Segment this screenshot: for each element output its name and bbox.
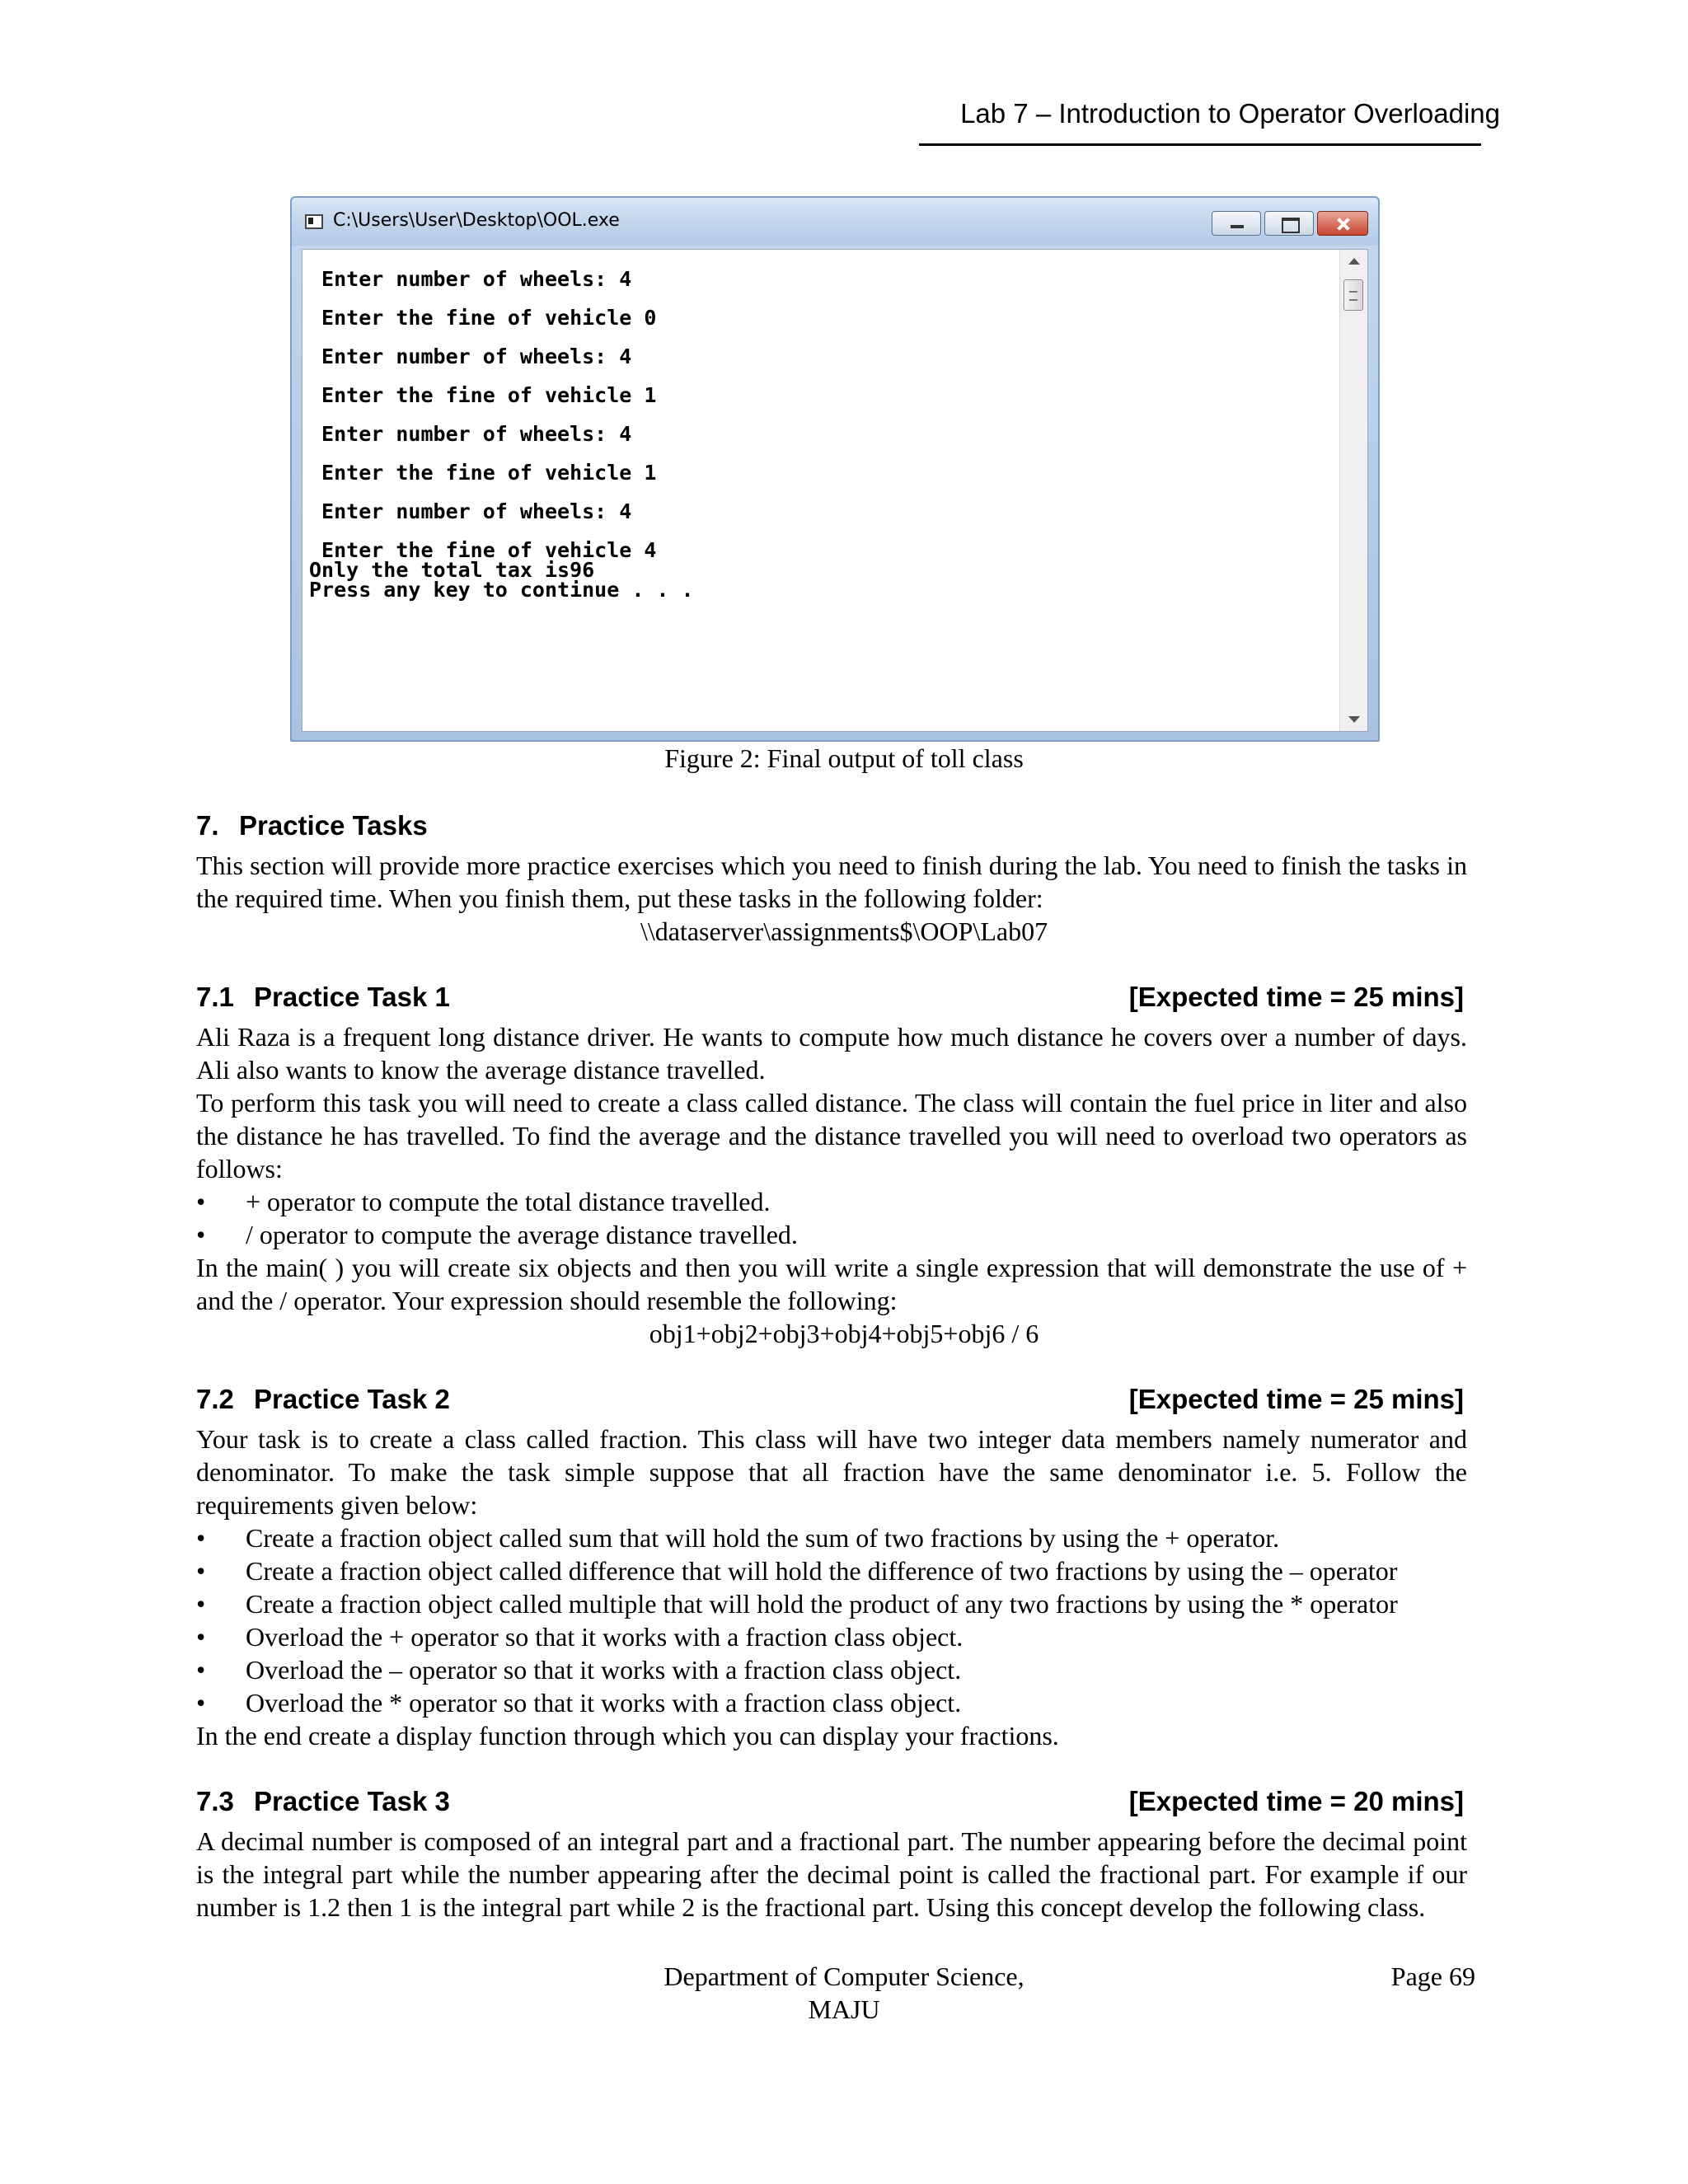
console-line: Only the total tax is96	[309, 558, 595, 582]
minimize-icon[interactable]	[1212, 211, 1261, 236]
task1-para2: To perform this task you will need to create a class called distance. The class will contain the fuel price in liter and also the distance he has travelled. To find the average and the distance travelled you will need to overload two operators as follows:	[196, 1088, 1467, 1183]
bullet-glyph: •	[196, 1220, 206, 1249]
bullet-glyph: •	[196, 1187, 206, 1216]
bullet-text: + operator to compute the total distance travelled.	[246, 1187, 771, 1216]
maximize-icon[interactable]	[1264, 211, 1314, 236]
task3-heading	[196, 1785, 450, 1818]
window-titlebar	[292, 198, 1378, 246]
bullet-text: Create a fraction object called difference that will hold the difference of two fractions by using the – operator	[246, 1556, 1398, 1586]
task2-para2: In the end create a display function through which you can display your fractions.	[196, 1721, 1059, 1750]
task1-para1: Ali Raza is a frequent long distance driver. He wants to compute how much distance he covers over a number of days. Ali also wants to know the average distance travelled.	[196, 1022, 1467, 1085]
scroll-up-icon[interactable]	[1348, 258, 1360, 265]
scroll-thumb[interactable]	[1343, 279, 1363, 311]
console-line: Enter the fine of vehicle 1	[309, 383, 657, 407]
task3-number: 7.3	[196, 1786, 234, 1816]
folder-path: \\dataserver\assignments$\OOP\Lab07	[640, 916, 1048, 946]
task1-expression: obj1+obj2+obj3+obj4+obj5+obj6 / 6	[649, 1319, 1039, 1348]
task1-heading	[196, 981, 450, 1014]
bullet-text: Overload the * operator so that it works with a fraction class object.	[246, 1688, 962, 1718]
footer-dept-line2: MAJU	[808, 1994, 880, 2024]
bullet-glyph: •	[196, 1655, 206, 1685]
bullet-text: Overload the – operator so that it works with a fraction class object.	[246, 1655, 962, 1685]
console-line: Enter the fine of vehicle 4	[309, 538, 657, 562]
task2-heading	[196, 1383, 450, 1416]
section-title: Practice Tasks	[239, 810, 428, 841]
console-line: Enter the fine of vehicle 1	[309, 461, 657, 485]
bullet-text: Create a fraction object called multiple that will hold the product of any two fractions by using the * operator	[246, 1589, 1398, 1619]
window-title: C:\Users\User\Desktop\OOL.exe	[333, 210, 620, 231]
task3-para1: A decimal number is composed of an integral part and a fractional part. The number appearing before the decimal point is the integral part while the number appearing after the decimal point is called the fractional part. For example if our number is 1.2 then 1 is the integral part while 2 is the fractional part. Using this concept develop the following class.	[196, 1826, 1467, 1922]
task2-title: Practice Task 2	[254, 1384, 450, 1414]
console-line: Enter number of wheels: 4	[309, 499, 632, 523]
scroll-down-icon[interactable]	[1348, 716, 1360, 723]
bullet-glyph: •	[196, 1589, 206, 1619]
console-line: Enter number of wheels: 4	[309, 344, 632, 368]
task1-title: Practice Task 1	[254, 982, 450, 1012]
close-icon[interactable]	[1317, 211, 1368, 236]
page-number: Page 69	[1390, 1961, 1475, 1991]
bullet-glyph: •	[196, 1622, 206, 1652]
console-line: Enter number of wheels: 4	[309, 422, 632, 446]
running-header: Lab 7 – Introduction to Operator Overloading	[960, 98, 1500, 129]
bullet-text: / operator to compute the average distance travelled.	[246, 1220, 798, 1249]
section-heading	[196, 809, 428, 842]
bullet-text: Create a fraction object called sum that will hold the sum of two fractions by using the + operator.	[246, 1523, 1280, 1553]
footer-dept-line1: Department of Computer Science,	[663, 1961, 1025, 1991]
bullet-glyph: •	[196, 1556, 206, 1586]
console-output	[302, 249, 1368, 732]
console-scrollbar[interactable]	[1339, 250, 1367, 731]
task3-title: Practice Task 3	[254, 1786, 450, 1816]
bullet-glyph: •	[196, 1688, 206, 1718]
task2-number: 7.2	[196, 1384, 234, 1414]
section-number: 7.	[196, 810, 219, 841]
bullet-glyph: •	[196, 1523, 206, 1553]
console-line: Press any key to continue . . .	[309, 578, 694, 602]
header-rule	[919, 143, 1481, 146]
task2-time: [Expected time = 25 mins]	[1128, 1384, 1464, 1414]
figure-caption: Figure 2: Final output of toll class	[664, 743, 1024, 773]
section-intro: This section will provide more practice exercises which you need to finish during the lab. You need to finish the tasks in the required time. When you finish them, put these tasks in the following folder:	[196, 851, 1467, 913]
console-line: Enter number of wheels: 4	[309, 267, 632, 291]
console-app-icon	[305, 214, 323, 229]
console-line: Enter the fine of vehicle 0	[309, 306, 657, 330]
task1-para3: In the main( ) you will create six objects and then you will write a single expression that will demonstrate the use of + and the / operator. Your expression should resemble the following:	[196, 1253, 1467, 1315]
bullet-text: Overload the + operator so that it works with a fraction class object.	[246, 1622, 964, 1652]
console-window	[290, 196, 1380, 742]
task3-time: [Expected time = 20 mins]	[1128, 1786, 1464, 1816]
task1-number: 7.1	[196, 982, 234, 1012]
task2-para1: Your task is to create a class called fraction. This class will have two integer data members namely numerator and denominator. To make the task simple suppose that all fraction have the same denominator i.e. 5. Follow the requirements given below:	[196, 1424, 1467, 1520]
task1-time: [Expected time = 25 mins]	[1128, 982, 1464, 1012]
